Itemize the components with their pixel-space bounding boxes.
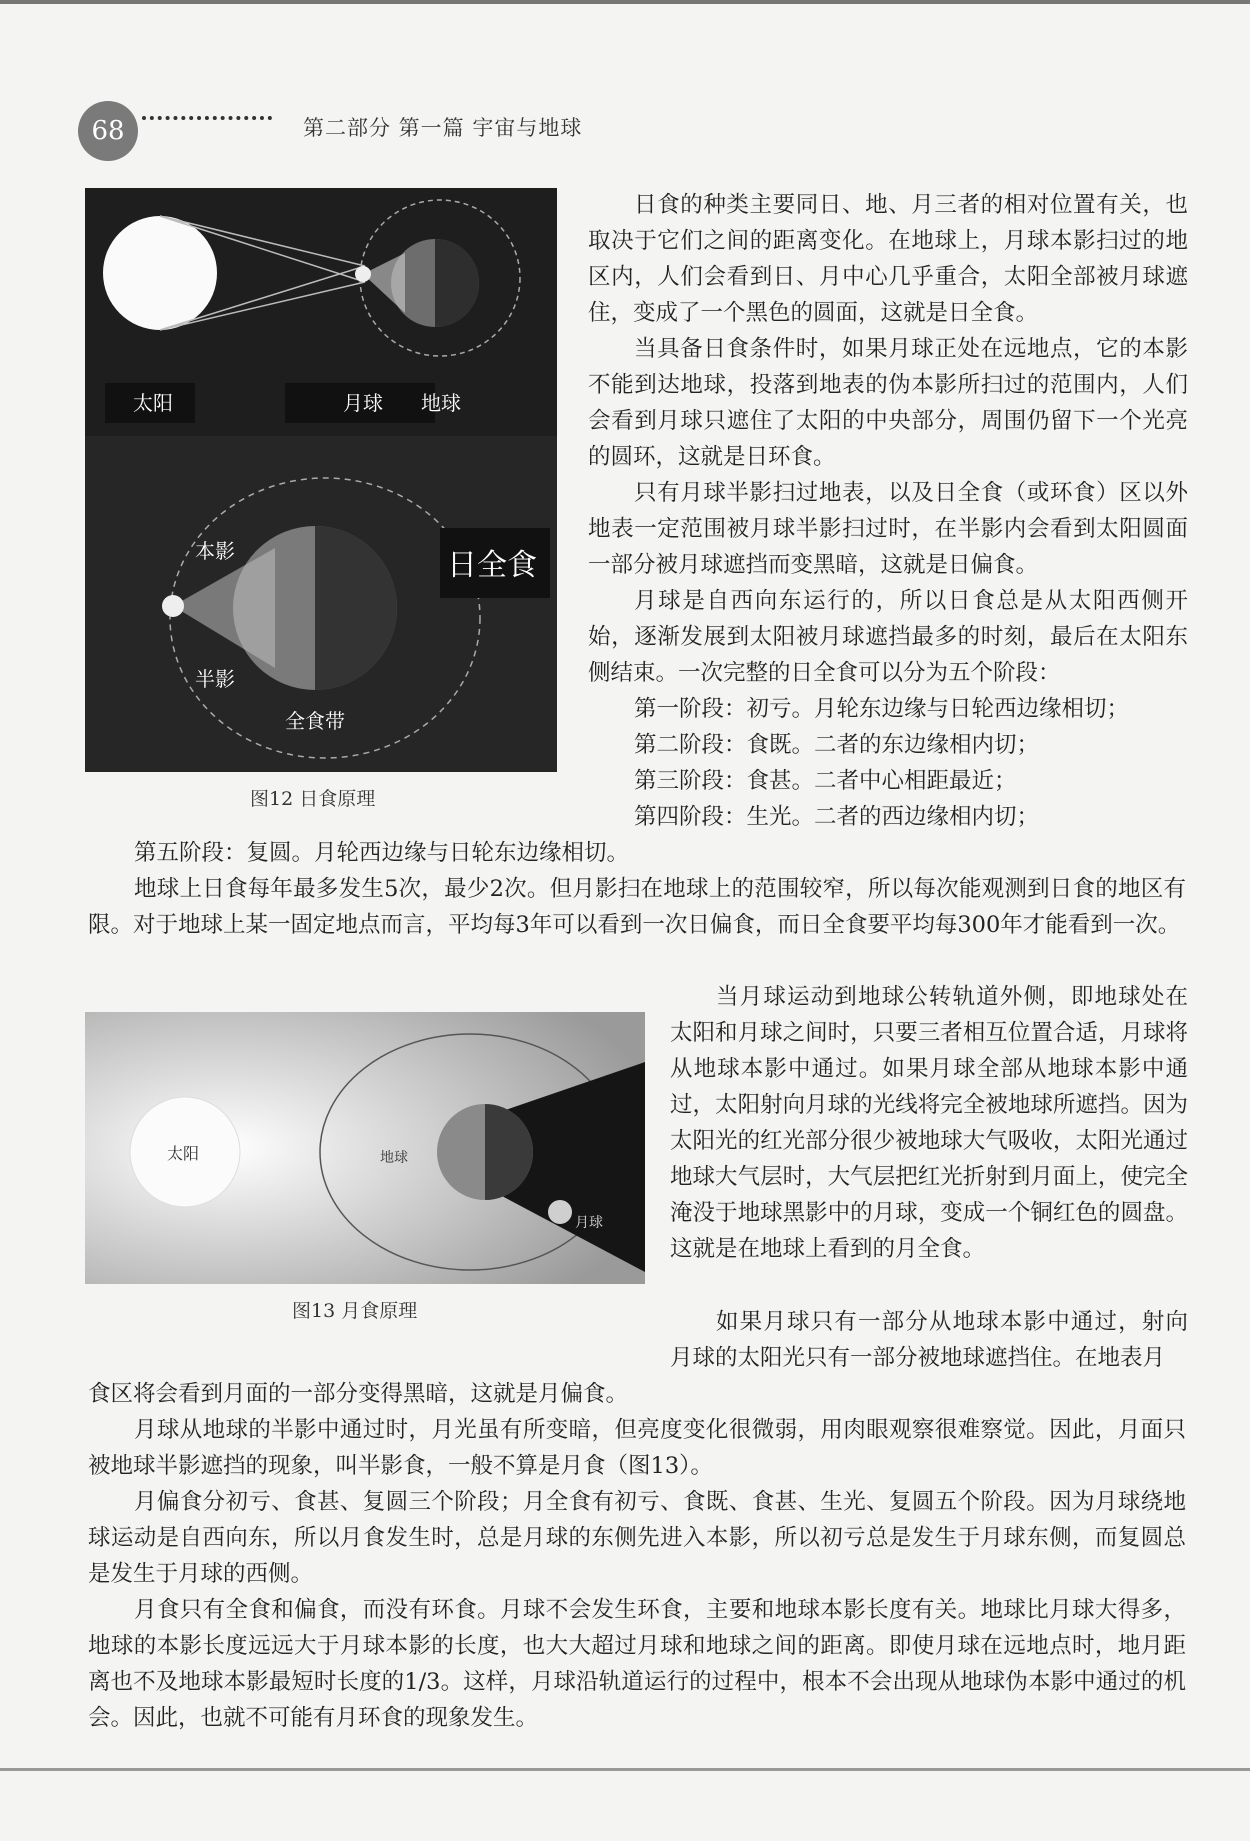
moon-circle xyxy=(548,1200,572,1224)
figure-13-lunar-eclipse xyxy=(85,1012,645,1284)
label-moon: 月球 xyxy=(575,1215,603,1231)
paragraph-9: 月偏食分初亏、食甚、复圆三个阶段；月全食有初亏、食既、食甚、生光、复圆五个阶段。因为月球绕地球运动是自西向东，所以月食发生时，总是月球的东侧先进入本影，所以初亏总是发生于月球东侧，而复圆总是发生于月球的西侧。 xyxy=(88,1489,1186,1587)
label-penumbra: 半影 xyxy=(195,667,235,691)
paragraph-7-part-1: 如果月球只有一部分从地球本影中通过，射向月球的太阳光只有一部分被地球遮挡住。在地表月 xyxy=(670,1309,1188,1371)
moon-top xyxy=(355,266,371,282)
paragraph-4: 月球是自西向东运行的，所以日食总是从太阳西侧开始，逐渐发展到太阳被月球遮挡最多的时刻，最后在太阳东侧结束。一次完整的日全食可以分为五个阶段： xyxy=(588,588,1188,686)
label-earth: 地球 xyxy=(421,391,461,415)
paragraph-5: 地球上日食每年最多发生5次，最少2次。但月影扫在地球上的范围较窄，所以每次能观测到日食的地区有限。对于地球上某一固定地点而言，平均每3年可以看到一次日偏食，而日全食要平均每300年才能看到一次。 xyxy=(88,876,1186,938)
paragraph-10: 月食只有全食和偏食，而没有环食。月球不会发生环食，主要和地球本影长度有关。地球比月球大得多，地球的本影长度远远大于月球本影的长度，也大大超过月球和地球之间的距离。即使月球在远地点时，地月距离也不及地球本影最短时长度的1/3。这样，月球沿轨道运行的过程中，根本不会出现从地球伪本影中通过的机会。因此，也就不可能有月环食的现象发生。 xyxy=(88,1597,1186,1731)
figure-12-solar-eclipse xyxy=(85,188,557,772)
page-number: 68 xyxy=(78,101,138,161)
label-sun: 太阳 xyxy=(167,1144,200,1163)
paragraph-3: 只有月球半影扫过地表，以及日全食（或环食）区以外地表一定范围被月球半影扫过时，在半影内会看到太阳圆面一部分被月球遮挡而变黑暗，这就是日偏食。 xyxy=(588,480,1188,578)
label-total-eclipse: 日全食 xyxy=(447,548,537,583)
paragraph-8: 月球从地球的半影中通过时，月光虽有所变暗，但亮度变化很微弱，用肉眼观察很难察觉。因此，月面只被地球半影遮挡的现象，叫半影食，一般不算是月食（图13）。 xyxy=(88,1417,1186,1479)
running-header: 第二部分 第一篇 宇宙与地球 xyxy=(303,116,583,140)
label-sun: 太阳 xyxy=(133,391,173,415)
stage-2: 第二阶段：食既。二者的东边缘相内切； xyxy=(634,732,1040,758)
paragraph-6: 当月球运动到地球公转轨道外侧，即地球处在太阳和月球之间时，只要三者相互位置合适，月球将从地球本影中通过。如果月球全部从地球本影中通过，太阳射向月球的光线将完全被地球所遮挡。因为太阳光的红光部分很少被地球大气吸收，太阳光通过地球大气层时，大气层把红光折射到月面上，使完全淹没于地球黑影中的月球，变成一个铜红色的圆盘。这就是在地球上看到的月全食。 xyxy=(670,984,1188,1262)
paragraph-7-part-2: 食区将会看到月面的一部分变得黑暗，这就是月偏食。 xyxy=(88,1381,629,1407)
label-umbra: 本影 xyxy=(195,539,235,563)
sun-circle xyxy=(103,216,217,330)
paragraph-2: 当具备日食条件时，如果月球正处在远地点，它的本影不能到达地球，投落到地表的伪本影所扫过的范围内，人们会看到月球只遮住了太阳的中央部分，周围仍留下一个光亮的圆环，这就是日环食。 xyxy=(588,336,1188,470)
header-dots xyxy=(142,116,272,120)
stage-3: 第三阶段：食甚。二者中心相距最近； xyxy=(634,768,1017,794)
stage-5: 第五阶段：复圆。月轮西边缘与日轮东边缘相切。 xyxy=(134,840,630,866)
figure-13-caption: 图13 月食原理 xyxy=(292,1300,418,1322)
label-moon: 月球 xyxy=(343,391,383,415)
label-totality-band: 全食带 xyxy=(285,709,345,733)
top-border xyxy=(0,0,1250,4)
figure-12-caption: 图12 日食原理 xyxy=(250,788,376,810)
label-earth: 地球 xyxy=(380,1150,408,1166)
stage-4: 第四阶段：生光。二者的西边缘相内切； xyxy=(634,804,1040,830)
paragraph-1: 日食的种类主要同日、地、月三者的相对位置有关，也取决于它们之间的距离变化。在地球上，月球本影扫过的地区内，人们会看到日、月中心几乎重合，太阳全部被月球遮住，变成了一个黑色的圆面，这就是日全食。 xyxy=(588,192,1188,326)
moon-bottom xyxy=(162,595,184,617)
stage-1: 第一阶段：初亏。月轮东边缘与日轮西边缘相切； xyxy=(634,696,1130,722)
bottom-border xyxy=(0,1768,1250,1771)
